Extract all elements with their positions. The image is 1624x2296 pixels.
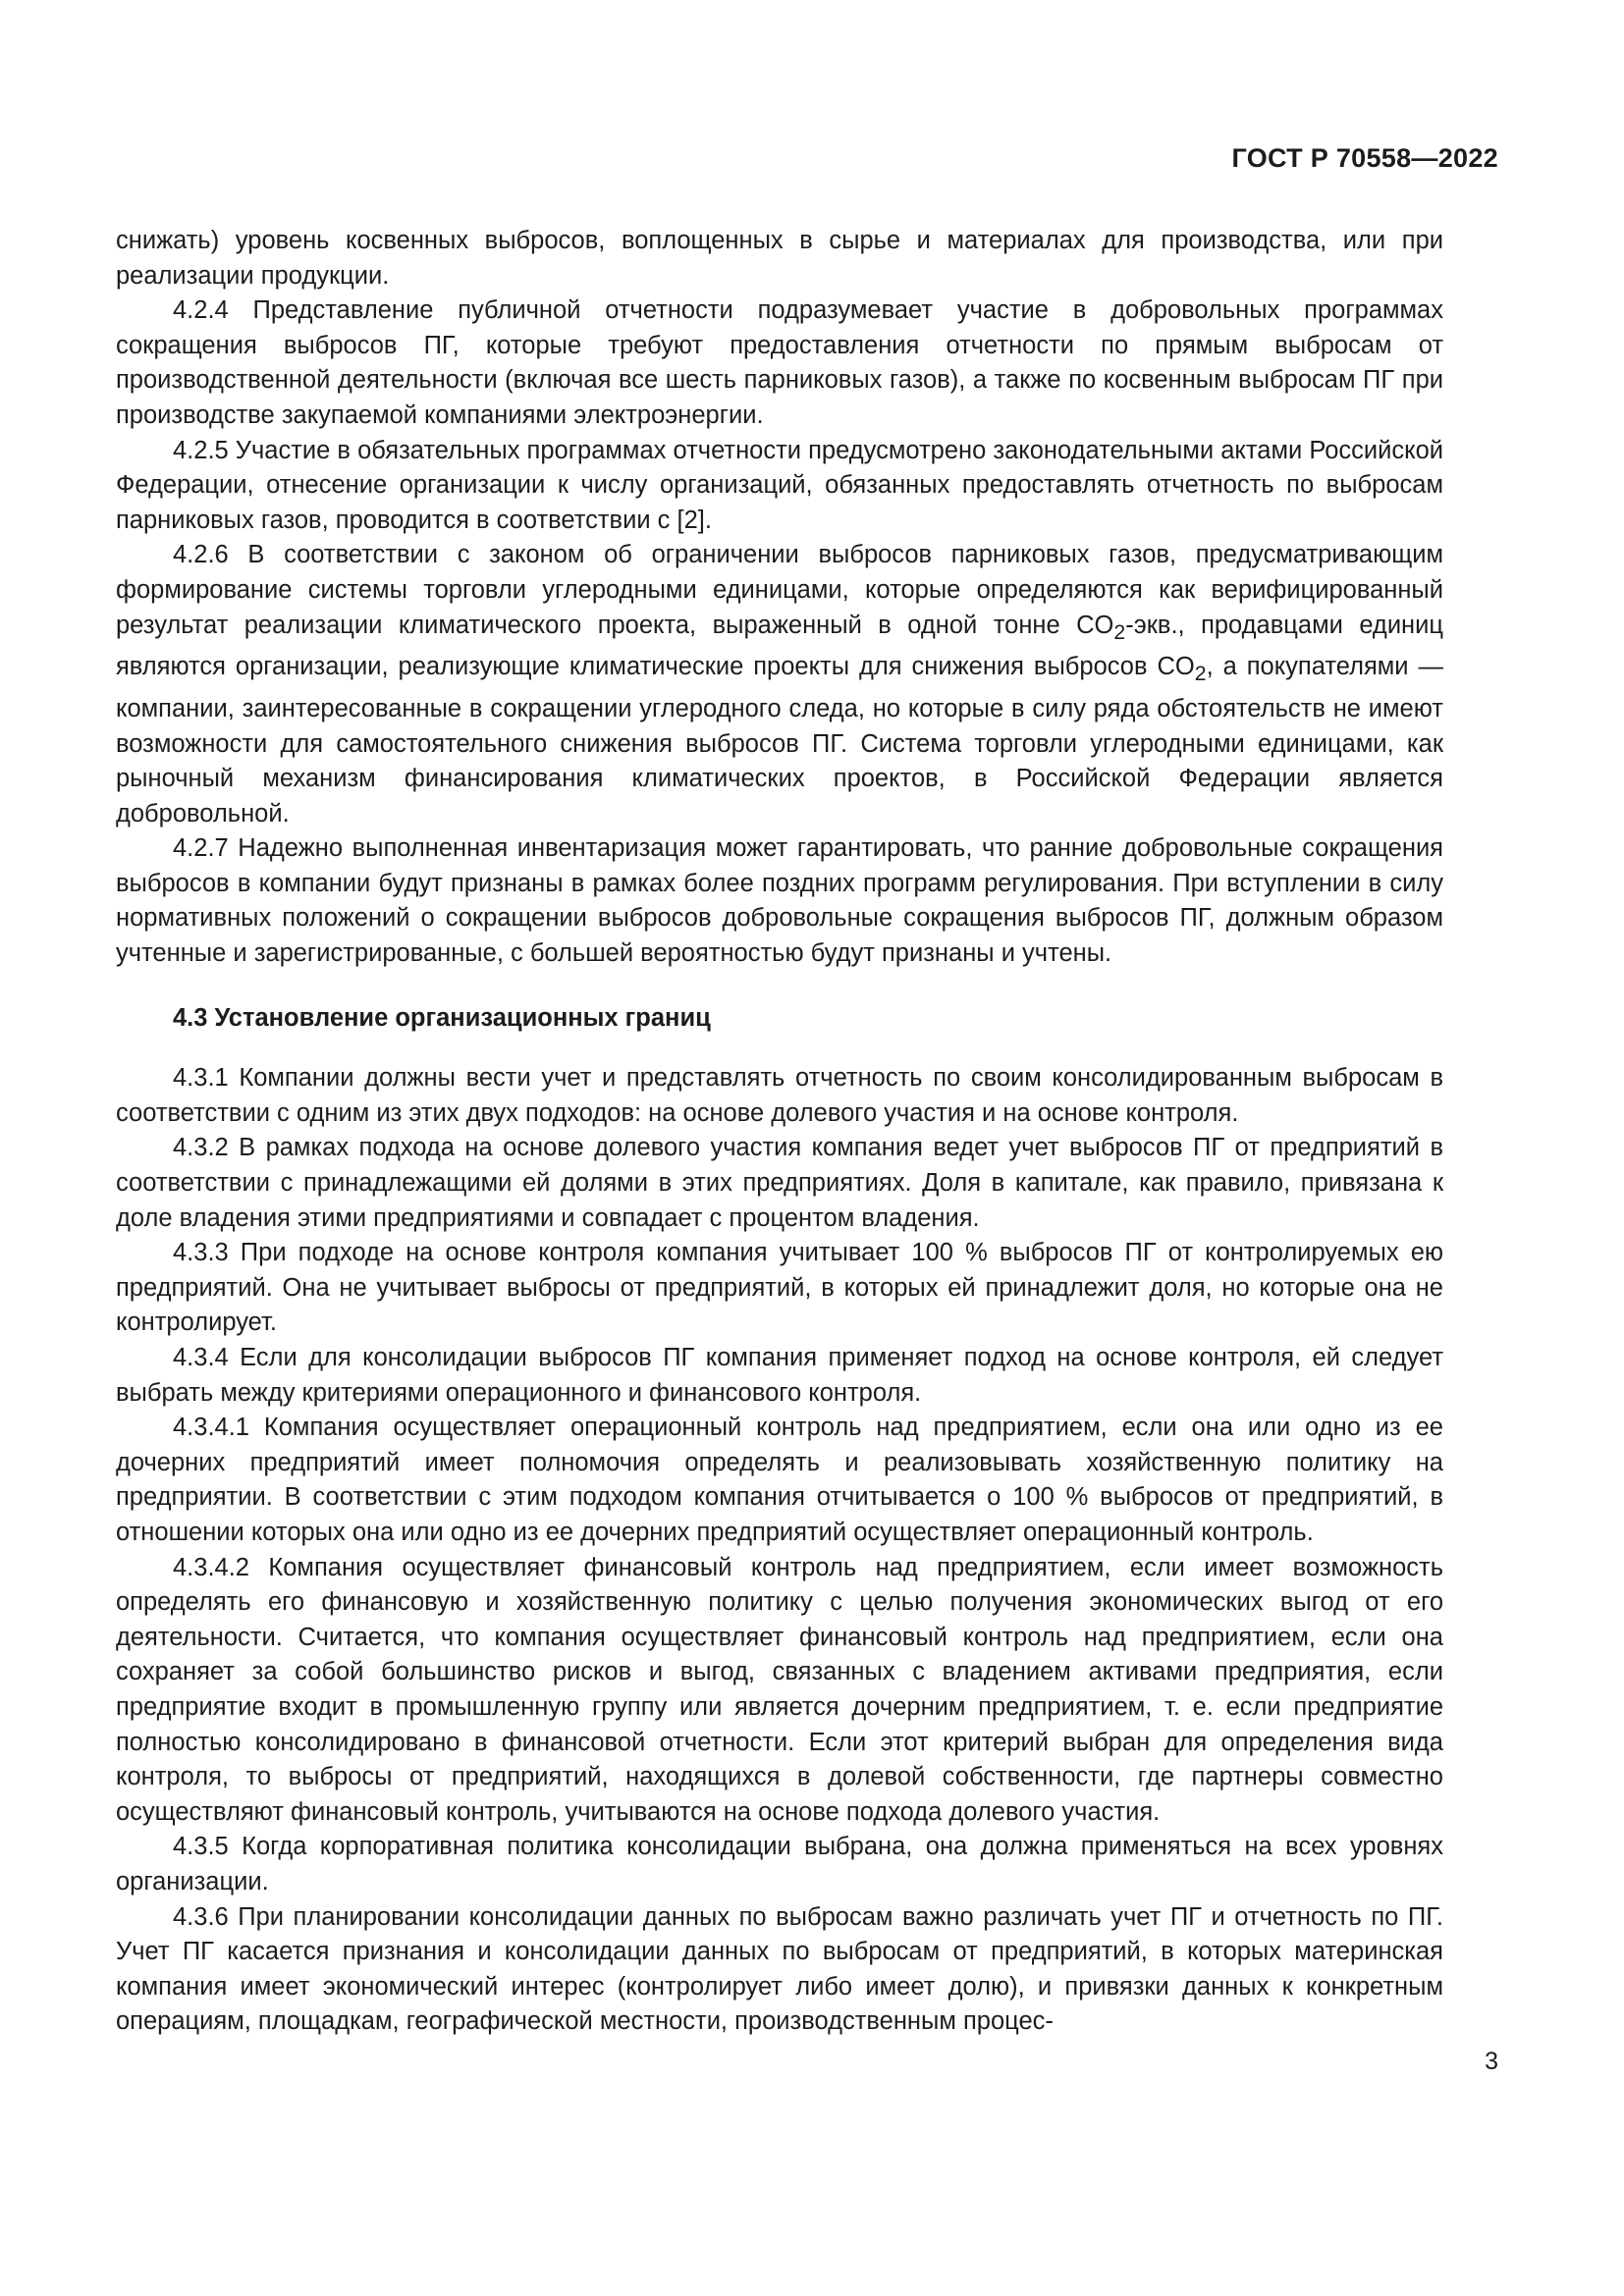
paragraph-cont: снижать) уровень косвенных выбросов, воплощенных в сырье и материалах для производства, или при реализации продукции. [116,227,1443,290]
paragraph-p433: 4.3.3 При подходе на основе контроля компания учитывает 100 % выбросов ПГ от контролируемых ею предприятий. Она не учитывает выбросы от предприятий, в которых ей принадлежит доля, но которые она не контролирует. [116,1239,1443,1337]
standard-code-header: ГОСТ Р 70558—2022 [1231,143,1498,173]
paragraph-p425: 4.2.5 Участие в обязательных программах отчетности предусмотрено законодательными актами Российской Федерации, отнесение организации к числу организаций, обязанных предоставлять отчетность по выбросам парниковых газов, проводится в соответствии с [2]. [116,436,1443,534]
document-body [116,224,1443,2040]
paragraph-p435: 4.3.5 Когда корпоративная политика консолидации выбрана, она должна применяться на всех уровнях организации. [116,1833,1443,1896]
paragraph-p434: 4.3.4 Если для консолидации выбросов ПГ компания применяет подход на основе контроля, ей следует выбрать между критериями операционного и финансового контроля. [116,1344,1443,1407]
paragraph-p424: 4.2.4 Представление публичной отчетности подразумевает участие в добровольных программах сокращения выбросов ПГ, которые требуют предоставления отчетности по прямым выбросам от производственной деятельности (включая все шесть парниковых газов), а также по косвенным выбросам ПГ при производстве закупаемой компаниями электроэнергии. [116,296,1443,429]
section-4-2-text [116,224,1443,972]
section-4-3-text [116,1061,1443,2040]
paragraph-p4341: 4.3.4.1 Компания осуществляет операционный контроль над предприятием, если она или одно из ее дочерних предприятий имеет полномочия определять и реализовывать хозяйственную политику на предприятии. В соответствии с этим подходом компания отчитывается о 100 % выбросов от предприятий, в отношении которых она или одно из ее дочерних предприятий осуществляет операционный контроль. [116,1414,1443,1546]
section-heading-4-3: 4.3 Установление организационных границ [173,1003,711,1032]
paragraph-p431: 4.3.1 Компании должны вести учет и представлять отчетность по своим консолидированным выбросам в соответствии с одним из этих двух подходов: на основе долевого участия и на основе контроля. [116,1064,1443,1127]
paragraph-p427: 4.2.7 Надежно выполненная инвентаризация может гарантировать, что ранние добровольные сокращения выбросов в компании будут признаны в рамках более поздних программ регулирования. При вступлении в силу нормативных положений о сокращении выбросов добровольные сокращения выбросов ПГ, должным образом учтенные и зарегистрированные, с большей вероятностью будут признаны и учтены. [116,834,1443,968]
paragraph-p432: 4.3.2 В рамках подхода на основе долевого участия компания ведет учет выбросов ПГ от предприятий в соответствии с принадлежащими ей долями в этих предприятиях. Доля в капитале, как правило, привязана к доле владения этими предприятиями и совпадает с процентом владения. [116,1134,1443,1232]
paragraph-p426: 4.2.6 В соответствии с законом об ограничении выбросов парниковых газов, предусматривающим формирование системы торговли углеродными единицами, которые определяются как верифицированный результат реализации климатического проекта, выраженный в одной тонне $CO_2$-экв., продавцами единиц являются организации, реализующие климатические проекты для снижения выбросов $CO_2$, а покупателями — компании, заинтересованные в сокращении углеродного следа, но которые в силу ряда обстоятельств не имеют возможности для самостоятельного снижения выбросов ПГ. Система торговли углеродными единицами, как рыночный механизм финансирования климатических проектов, в Российской Федерации является добровольной. [116,541,1444,828]
paragraph-p436: 4.3.6 При планировании консолидации данных по выбросам важно различать учет ПГ и отчетность по ПГ. Учет ПГ касается признания и консолидации данных по выбросам от предприятий, в которых материнская компания имеет экономический интерес (контролирует либо имеет долю), и привязки данных к конкретным операциям, площадкам, географической местности, производственным процес- [116,1902,1443,2036]
page-number: 3 [1485,2048,1498,2075]
paragraph-p4342: 4.3.4.2 Компания осуществляет финансовый контроль над предприятием, если имеет возможность определять его финансовую и хозяйственную политику с целью получения экономических выгод от его деятельности. Считается, что компания осуществляет финансовый контроль над предприятием, если она сохраняет за собой большинство рисков и выгод, связанных с владением активами предприятия, если предприятие входит в промышленную группу или является дочерним предприятием, т. е. если предприятие полностью консолидировано в финансовой отчетности. Если этот критерий выбран для определения вида контроля, то выбросы от предприятий, находящихся в долевой собственности, где партнеры совместно осуществляют финансовый контроль, учитываются на основе подхода долевого участия. [116,1553,1443,1826]
